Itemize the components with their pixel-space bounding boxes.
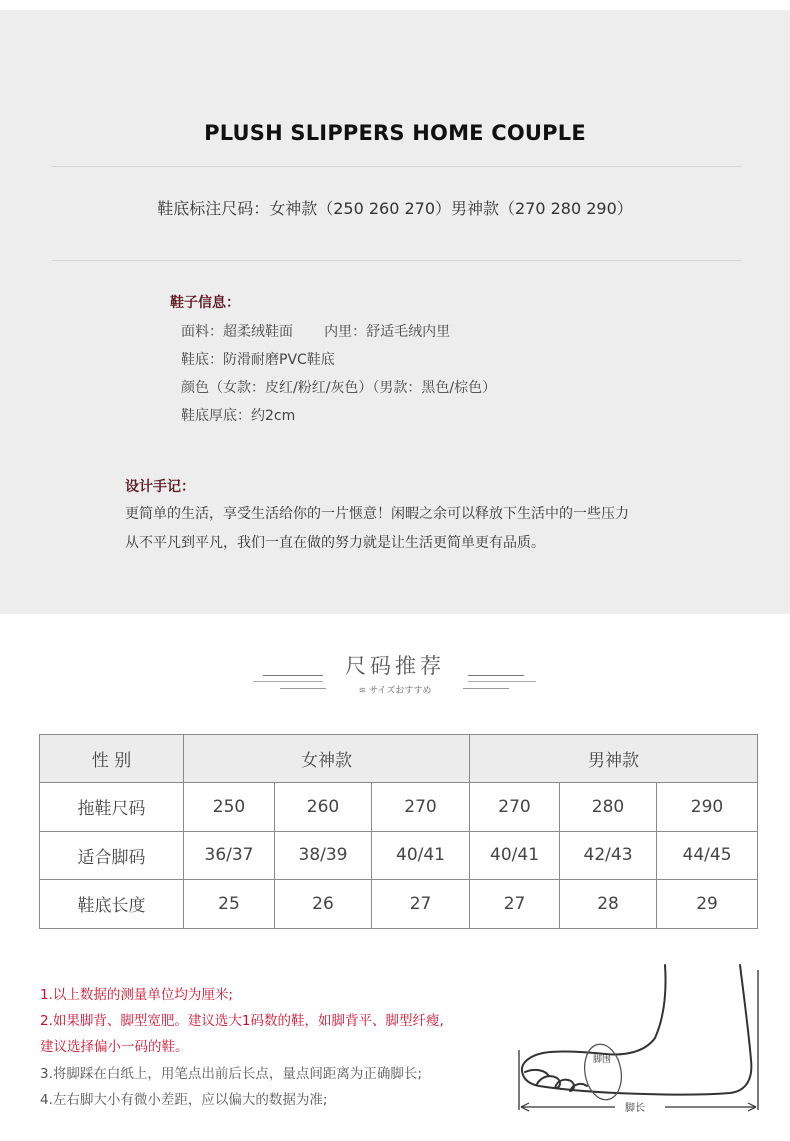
page-title: PLUSH SLIPPERS HOME COUPLE xyxy=(204,121,586,145)
note-line: 4.左右脚大小有微小差距，应以偏大的数据为准; xyxy=(40,1092,328,1108)
note-line: 3.将脚踩在白纸上，用笔点出前后长点，量点间距离为正确脚长; xyxy=(40,1066,422,1082)
divider xyxy=(52,260,742,261)
table-cell: 250 xyxy=(184,783,275,832)
design-notes-line: 从不平凡到平凡，我们一直在做的努力就是让生活更简单更有品质。 xyxy=(125,535,545,551)
row-label: 鞋底长度 xyxy=(40,880,184,929)
table-cell: 27 xyxy=(470,880,560,929)
header-men: 男神款 xyxy=(470,735,758,783)
size-recommend-subtitle: ≋ サイズおすすめ xyxy=(358,686,432,696)
table-row xyxy=(40,831,758,880)
table-cell: 280 xyxy=(560,783,657,832)
shoe-info-title: 鞋子信息： xyxy=(170,295,240,311)
foot-measure-diagram xyxy=(515,960,765,1120)
table-cell: 270 xyxy=(470,783,560,832)
table-cell: 260 xyxy=(275,783,372,832)
header-women: 女神款 xyxy=(184,735,470,783)
table-cell: 36/37 xyxy=(184,831,275,880)
sole-size-note: 鞋底标注尺码：女神款（250 260 270）男神款（270 280 290） xyxy=(157,199,633,218)
decorative-line xyxy=(253,681,323,682)
size-recommend-title: 尺码推荐 xyxy=(345,654,445,678)
table-cell: 290 xyxy=(657,783,758,832)
row-label: 拖鞋尺码 xyxy=(40,783,184,832)
table-cell: 25 xyxy=(184,880,275,929)
foot-icon xyxy=(515,960,765,1120)
table-cell: 28 xyxy=(560,880,657,929)
table-cell: 270 xyxy=(372,783,470,832)
shoe-info-thickness: 鞋底厚底：约2cm xyxy=(181,408,296,424)
foot-length-label: 脚长 xyxy=(625,1103,645,1114)
table-cell: 40/41 xyxy=(372,831,470,880)
row-label: 适合脚码 xyxy=(40,831,184,880)
table-cell: 42/43 xyxy=(560,831,657,880)
shoe-info-color: 颜色（女款：皮红/粉红/灰色）（男款：黑色/棕色） xyxy=(181,380,497,396)
foot-girth-label: 脚围 xyxy=(593,1054,612,1064)
shoe-info-material: 面料：超柔绒鞋面 内里：舒适毛绒内里 xyxy=(181,324,451,340)
table-row xyxy=(40,783,758,832)
table-cell: 29 xyxy=(657,880,758,929)
table-cell: 40/41 xyxy=(470,831,560,880)
note-line: 1.以上数据的测量单位均为厘米; xyxy=(40,987,233,1003)
table-header-row xyxy=(40,735,758,783)
note-line: 建议选择偏小一码的鞋。 xyxy=(40,1039,189,1055)
design-notes-title: 设计手记： xyxy=(125,479,195,495)
header-gender: 性 别 xyxy=(40,735,184,783)
table-cell: 38/39 xyxy=(275,831,372,880)
wave-icon: ≋ xyxy=(358,686,370,696)
product-info-panel xyxy=(0,10,790,614)
table-cell: 26 xyxy=(275,880,372,929)
divider xyxy=(52,166,742,167)
table-cell: 27 xyxy=(372,880,470,929)
table-row xyxy=(40,880,758,929)
decorative-line xyxy=(468,681,536,682)
shoe-info-sole: 鞋底：防滑耐磨PVC鞋底 xyxy=(181,352,335,368)
table-cell: 44/45 xyxy=(657,831,758,880)
size-table xyxy=(39,734,758,929)
design-notes-line: 更简单的生活，享受生活给你的一片惬意！闲暇之余可以释放下生活中的一些压力 xyxy=(125,506,629,522)
note-line: 2.如果脚背、脚型宽肥。建议选大1码数的鞋，如脚背平、脚型纤瘦, xyxy=(40,1013,444,1029)
